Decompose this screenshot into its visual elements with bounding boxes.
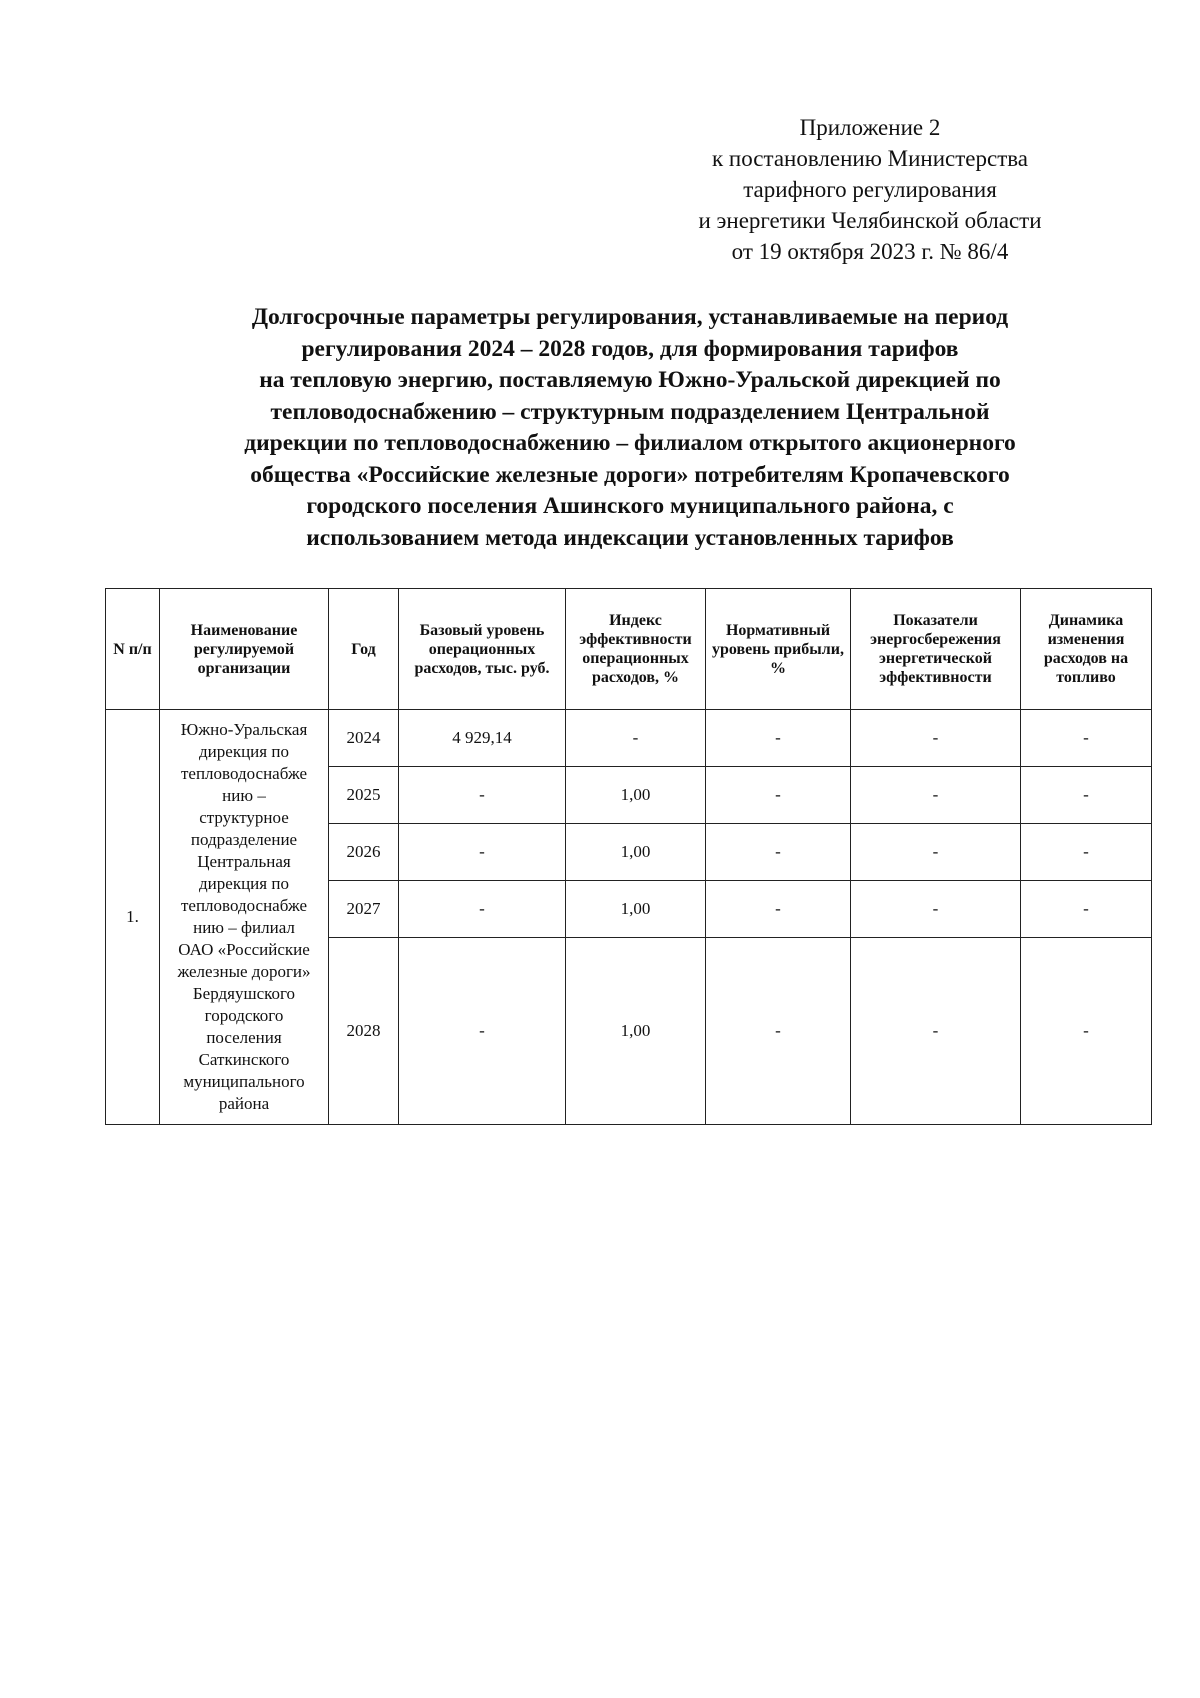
header-year: Год (329, 589, 399, 710)
header-base-level: Базовый уровень операционных расходов, тыс. руб. (399, 589, 566, 710)
org-line: подразделение (190, 830, 298, 849)
org-line: района (218, 1094, 270, 1113)
document-title (150, 302, 1110, 554)
cell-efficiency-index: 1,00 (566, 767, 706, 824)
org-line: дирекция по (199, 874, 289, 893)
org-line: ОАО «Российские (178, 940, 310, 959)
cell-efficiency-index: 1,00 (566, 881, 706, 938)
org-line: нию – (222, 786, 266, 805)
appendix-line: тарифного регулирования (743, 177, 997, 202)
cell-base-level: 4 929,14 (399, 710, 566, 767)
title-line: регулирования 2024 – 2028 годов, для формирования тарифов (301, 335, 959, 362)
org-line: структурное (199, 808, 289, 827)
parameters-table (105, 588, 1152, 1125)
org-line: Саткинского (198, 1050, 290, 1069)
title-line: городского поселения Ашинского муниципального района, с (306, 493, 954, 519)
cell-energy-saving: - (851, 881, 1021, 938)
org-line: нию – филиал (193, 918, 295, 937)
header-energy-saving: Показатели энергосбережения энергетической эффективности (851, 589, 1021, 710)
header-fuel-dynamics: Динамика изменения расходов на топливо (1021, 589, 1152, 710)
org-line: тепловодоснабже (180, 896, 308, 915)
table-header-row (106, 589, 1152, 710)
cell-base-level: - (399, 938, 566, 1125)
cell-energy-saving: - (851, 710, 1021, 767)
cell-fuel-dynamics: - (1021, 767, 1152, 824)
org-line: дирекция по (199, 742, 289, 761)
org-line: муниципального (183, 1072, 305, 1091)
cell-year: 2024 (329, 710, 399, 767)
cell-profit-level: - (706, 710, 851, 767)
title-line: на тепловую энергию, поставляемую Южно-Уральской дирекцией по (259, 367, 1001, 393)
cell-efficiency-index: - (566, 710, 706, 767)
cell-base-level: - (399, 881, 566, 938)
cell-fuel-dynamics: - (1021, 938, 1152, 1125)
appendix-line: и энергетики Челябинской области (698, 208, 1042, 233)
cell-profit-level: - (706, 767, 851, 824)
organization-name (160, 710, 329, 1125)
title-line: дирекции по тепловодоснабжению – филиалом открытого акционерного (244, 430, 1016, 456)
cell-base-level: - (399, 767, 566, 824)
header-efficiency-index: Индекс эффективности операционных расходов, % (566, 589, 706, 710)
header-org: Наименование регулируемой организации (160, 589, 329, 710)
cell-profit-level: - (706, 824, 851, 881)
title-line: общества «Российские железные дороги» потребителям Кропачевского (250, 461, 1010, 488)
appendix-line: Приложение 2 (799, 115, 941, 140)
cell-year: 2027 (329, 881, 399, 938)
header-profit-level: Нормативный уровень прибыли, % (706, 589, 851, 710)
org-line: поселения (206, 1028, 282, 1047)
cell-year: 2028 (329, 938, 399, 1125)
cell-year: 2026 (329, 824, 399, 881)
header-num: N п/п (106, 589, 160, 710)
appendix-header (660, 112, 1080, 267)
org-line: Центральная (197, 852, 291, 871)
title-line: тепловодоснабжению – структурным подразделением Центральной (270, 398, 990, 425)
cell-energy-saving: - (851, 767, 1021, 824)
cell-energy-saving: - (851, 938, 1021, 1125)
table-row (106, 710, 1152, 767)
title-line: Долгосрочные параметры регулирования, устанавливаемые на период (251, 304, 1009, 330)
cell-profit-level: - (706, 881, 851, 938)
org-line: железные дороги» (177, 962, 311, 981)
cell-energy-saving: - (851, 824, 1021, 881)
cell-fuel-dynamics: - (1021, 824, 1152, 881)
cell-efficiency-index: 1,00 (566, 824, 706, 881)
title-line: использованием метода индексации установленных тарифов (306, 524, 954, 551)
appendix-line: к постановлению Министерства (711, 146, 1029, 171)
org-line: Южно-Уральская (180, 720, 308, 739)
cell-base-level: - (399, 824, 566, 881)
org-line: тепловодоснабже (180, 764, 308, 783)
cell-fuel-dynamics: - (1021, 881, 1152, 938)
appendix-line: от 19 октября 2023 г. № 86/4 (731, 239, 1009, 264)
org-line: Бердяушского (192, 984, 296, 1003)
org-line: городского (204, 1006, 284, 1025)
cell-fuel-dynamics: - (1021, 710, 1152, 767)
cell-year: 2025 (329, 767, 399, 824)
row-number: 1. (106, 710, 160, 1125)
cell-efficiency-index: 1,00 (566, 938, 706, 1125)
cell-profit-level: - (706, 938, 851, 1125)
